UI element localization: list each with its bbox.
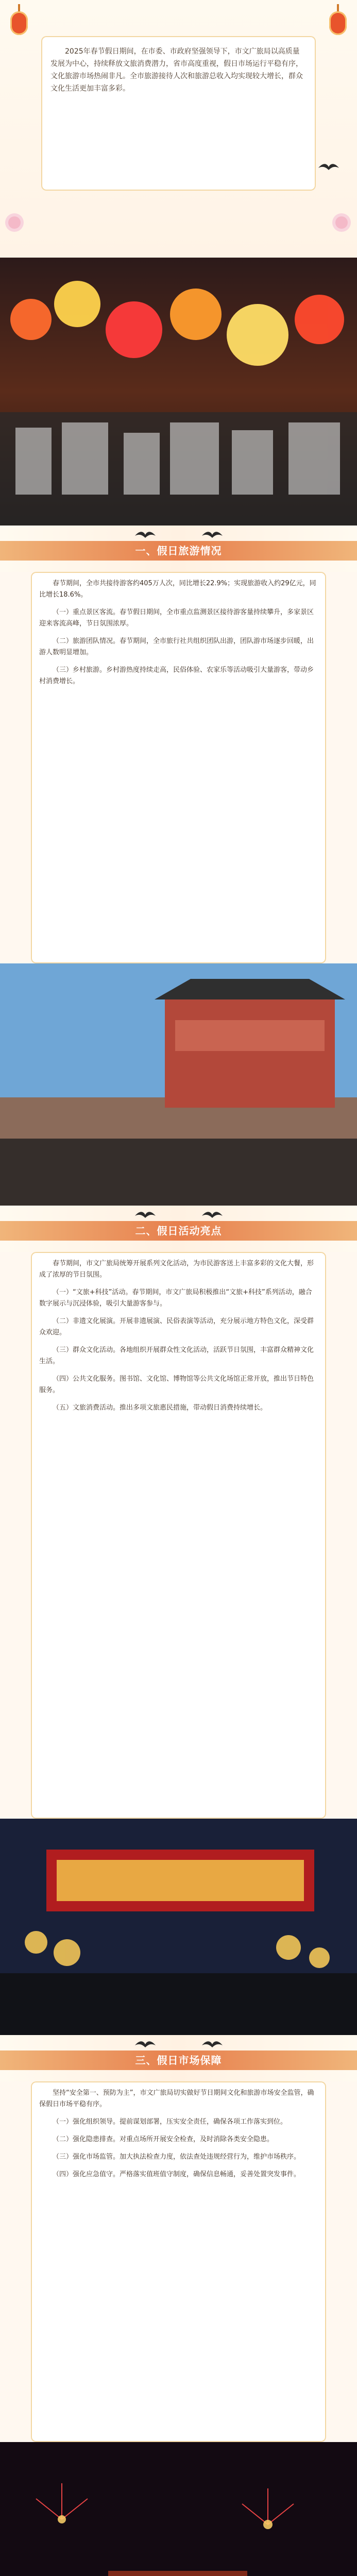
- section-2-p1: 春节期间，市文广旅局统筹开展系列文化活动，为市民游客送上丰富多彩的文化大餐，形成了浓厚的节日氛围。: [39, 1260, 314, 1279]
- section-banner: [0, 1206, 357, 1252]
- intro-section: [0, 0, 357, 258]
- swallow-icon: [201, 1208, 224, 1221]
- section-3-p1: 坚持“安全第一、预防为主”，市文广旅局切实做好节日期间文化和旅游市场安全监管，确保假日市场平稳有序。: [39, 2089, 314, 2108]
- flower-icon: [8, 216, 21, 229]
- section-title: 三、假日市场保障: [135, 2054, 222, 2066]
- photo-fireworks: [0, 2442, 357, 2576]
- photo-city-gate: [0, 963, 357, 1206]
- section-banner: [0, 526, 357, 572]
- swallow-icon: [134, 528, 157, 541]
- photo-crowd-lanterns: [0, 258, 357, 526]
- section-1-p4: （三）乡村旅游。乡村游热度持续走高，民俗体验、农家乐等活动吸引大量游客，带动乡村消费增长。: [39, 666, 314, 685]
- section-2-p5: （四）公共文化服务。图书馆、文化馆、博物馆等公共文化场馆正常开放，推出节日特色服务。: [39, 1375, 314, 1394]
- section-3-text: [31, 2081, 326, 2442]
- intro-text-box: [41, 36, 316, 191]
- swallow-icon: [134, 2037, 157, 2050]
- swallow-icon: [201, 2037, 224, 2050]
- section-title: 一、假日旅游情况: [135, 545, 222, 557]
- section-1-p3: （二）旅游团队情况。春节期间，全市旅行社共组织团队出游，团队游市场逐步回暖，出游人数明显增加。: [39, 637, 314, 656]
- section-2-text: [31, 1252, 326, 1819]
- swallow-icon: [317, 160, 340, 173]
- section-2-p6: （五）文旅消费活动。推出多项文旅惠民措施，带动假日消费持续增长。: [53, 1404, 267, 1412]
- photo-festival-night: [0, 1819, 357, 2035]
- section-2-p2: （一）“文旅+科技”活动。春节期间，市文广旅局积极推出“文旅+科技”系列活动，融合数字展示与沉浸体验，吸引大量游客参与。: [39, 1289, 312, 1308]
- section-2-p4: （三）群众文化活动。各地组织开展群众性文化活动，活跃节日氛围，丰富群众精神文化生活。: [39, 1346, 314, 1365]
- lantern-icon: [329, 11, 347, 35]
- intro-text: 2025年春节假日期间，在市委、市政府坚强领导下，市文广旅局以高质量发展为中心，持续释放文旅消费潜力，省市高度重视，假日市场运行平稳有序，文化旅游市场热闹非凡。全市旅游接待人次和旅游总收入均实现较大增长，群众文化生活更加丰富多彩。: [50, 47, 303, 93]
- section-3-p3: （二）强化隐患排查。对重点场所开展安全检查，及时消除各类安全隐患。: [53, 2136, 274, 2143]
- section-3-p2: （一）强化组织领导。提前谋划部署，压实安全责任，确保各项工作落实到位。: [53, 2118, 287, 2126]
- section-1-p1: 春节期间，全市共接待游客约405万人次，同比增长22.9%；实现旅游收入约29亿元，同比增长18.6%。: [39, 580, 316, 599]
- flower-icon: [335, 216, 348, 229]
- section-2-p3: （二）非遗文化展演。开展非遗展演、民俗表演等活动，充分展示地方特色文化，深受群众欢迎。: [39, 1317, 314, 1336]
- section-banner: [0, 2035, 357, 2081]
- section-1-text: [31, 572, 326, 963]
- swallow-icon: [134, 1208, 157, 1221]
- lantern-icon: [10, 11, 28, 35]
- swallow-icon: [201, 528, 224, 541]
- section-3-p4: （三）强化市场监管。加大执法检查力度，依法查处违规经营行为，维护市场秩序。: [53, 2153, 301, 2161]
- section-title: 二、假日活动亮点: [135, 1225, 222, 1237]
- section-1-p2: （一）重点景区客流。春节假日期间，全市重点监测景区接待游客量持续攀升，多家景区迎来客流高峰，节日氛围浓厚。: [39, 608, 314, 628]
- section-3-p5: （四）强化应急值守。严格落实值班值守制度，确保信息畅通，妥善处置突发事件。: [53, 2171, 301, 2178]
